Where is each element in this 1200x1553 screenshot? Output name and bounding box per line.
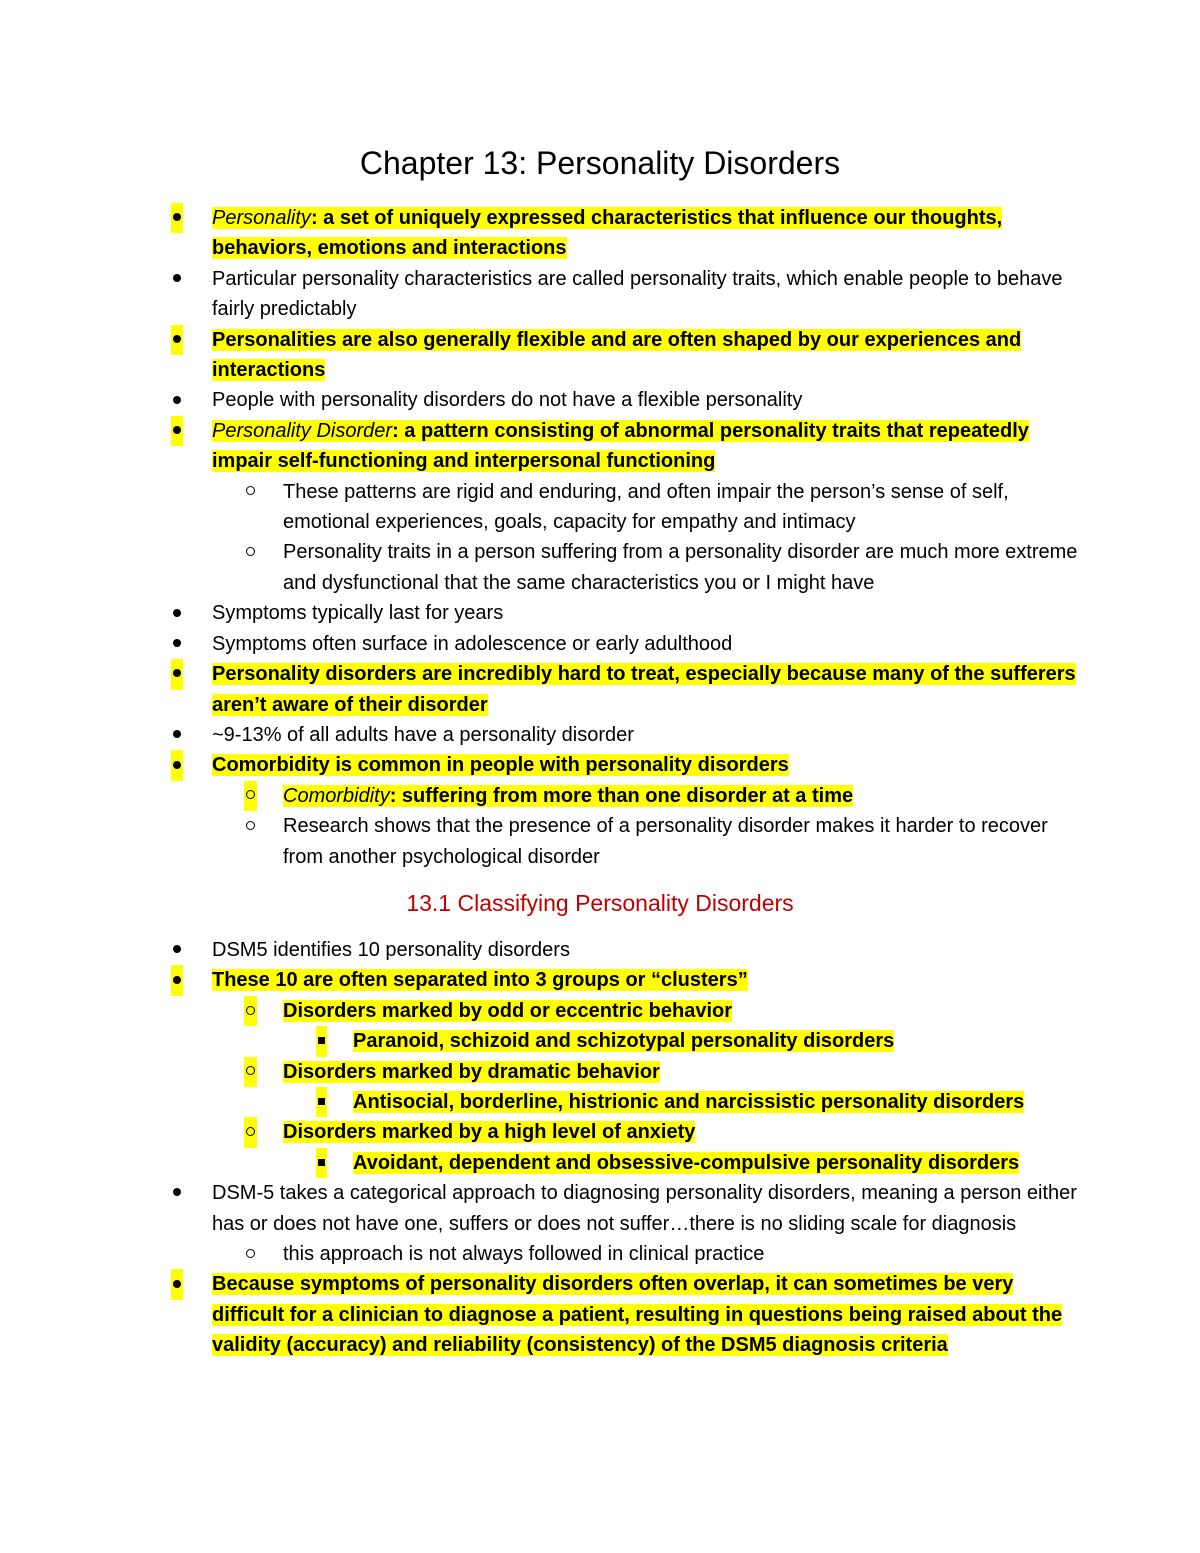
list-item <box>0 1087 1200 1117</box>
bullet-marker <box>171 416 183 446</box>
bullet-circle-icon <box>246 1006 255 1015</box>
list-item <box>0 935 1200 965</box>
list-item-text <box>212 268 1062 320</box>
bullet-marker <box>173 598 181 628</box>
bullet-marker <box>246 811 255 841</box>
notes-list-intro <box>0 203 1200 872</box>
list-item <box>0 720 1200 750</box>
list-item-text <box>283 481 1009 533</box>
list-item-text <box>353 1152 1019 1174</box>
bullet-marker <box>244 781 257 811</box>
bullet-marker <box>171 750 183 780</box>
list-item <box>0 1269 1200 1360</box>
definition-text: Antisocial, borderline, histrionic and narcissistic personality disorders <box>353 1091 1025 1114</box>
list-item-text <box>212 724 634 746</box>
definition-text: Avoidant, dependent and obsessive-compulsive personality disorders <box>353 1151 1020 1174</box>
definition-text: Personality disorders are incredibly hard to treat, especially because many of the sufferers aren’t aware of their disorder <box>212 663 1076 716</box>
bullet-circle-icon <box>246 547 255 556</box>
definition-text: : a pattern consisting of abnormal personality traits that repeatedly impair self-functioning and interpersonal functioning <box>212 419 1029 473</box>
list-item <box>0 811 1200 872</box>
list-item <box>0 629 1200 659</box>
definition-text: Research shows that the presence of a personality disorder makes it harder to recover from another psychological disorder <box>283 815 1048 868</box>
list-item <box>0 598 1200 628</box>
bullet-marker <box>171 203 183 233</box>
list-item-text <box>353 1030 894 1052</box>
list-item <box>0 781 1200 811</box>
bullet-circle-icon <box>246 1127 255 1136</box>
term: Comorbidity <box>283 784 390 807</box>
bullet-marker <box>171 659 183 689</box>
list-item <box>0 537 1200 598</box>
list-item <box>0 659 1200 720</box>
bullet-marker <box>173 1178 181 1208</box>
bullet-dot-icon <box>173 213 181 221</box>
bullet-dot-icon <box>173 274 181 282</box>
bullet-marker <box>173 629 181 659</box>
definition-text: These 10 are often separated into 3 groups or “clusters” <box>212 969 748 992</box>
bullet-marker <box>171 965 183 995</box>
bullet-dot-icon <box>173 609 181 617</box>
list-item <box>0 203 1200 264</box>
bullet-marker <box>173 385 181 415</box>
list-item-text <box>283 785 853 807</box>
bullet-marker <box>244 996 257 1026</box>
definition-text: : a set of uniquely expressed characteristics that influence our thoughts, behaviors, emotions and interactions <box>212 207 1003 260</box>
bullet-square-icon <box>318 1037 325 1044</box>
bullet-marker <box>246 477 255 507</box>
list-item-text <box>212 633 732 655</box>
bullet-dot-icon <box>173 639 181 647</box>
bullet-marker <box>316 1148 327 1178</box>
bullet-dot-icon <box>173 730 181 738</box>
bullet-dot-icon <box>173 945 181 953</box>
bullet-marker <box>244 1057 257 1087</box>
bullet-circle-icon <box>246 1249 255 1258</box>
bullet-marker <box>173 264 181 294</box>
list-item <box>0 1178 1200 1239</box>
list-item-text <box>353 1091 1024 1113</box>
bullet-marker <box>173 935 181 965</box>
definition-text: Comorbidity is common in people with personality disorders <box>212 754 789 777</box>
list-item-text <box>283 1121 695 1143</box>
definition-text: ~9-13% of all adults have a personality disorder <box>212 723 634 746</box>
list-item <box>0 477 1200 538</box>
section-heading: 13.1 Classifying Personality Disorders <box>406 890 794 916</box>
bullet-marker <box>316 1026 327 1056</box>
list-item-text <box>212 1182 1077 1234</box>
bullet-marker <box>316 1087 327 1117</box>
definition-text: Symptoms typically last for years <box>212 602 504 625</box>
list-item <box>0 385 1200 415</box>
definition-text: People with personality disorders do not have a flexible personality <box>212 389 803 412</box>
bullet-circle-icon <box>246 821 255 830</box>
list-item <box>0 965 1200 995</box>
list-item <box>0 1026 1200 1056</box>
list-item-text <box>212 389 802 411</box>
bullet-dot-icon <box>173 669 181 677</box>
list-item <box>0 996 1200 1026</box>
bullet-dot-icon <box>173 1280 181 1288</box>
list-item <box>0 1057 1200 1087</box>
bullet-marker <box>173 720 181 750</box>
list-item <box>0 264 1200 325</box>
page-title: Chapter 13: Personality Disorders <box>359 145 841 181</box>
bullet-marker <box>244 1117 257 1147</box>
definition-text: DSM-5 takes a categorical approach to diagnosing personality disorders, meaning a person either has or does not have one, suffers or does not suffer…there is no sliding scale for diagnosis <box>212 1182 1077 1235</box>
list-item-text <box>283 815 1048 867</box>
bullet-marker <box>171 325 183 355</box>
bullet-square-icon <box>318 1159 325 1166</box>
definition-text: Personalities are also generally flexible and are often shaped by our experiences and interactions <box>212 328 1022 382</box>
bullet-circle-icon <box>246 1066 255 1075</box>
definition-text: Particular personality characteristics are called personality traits, which enable people to behave fairly predictably <box>212 267 1063 321</box>
bullet-dot-icon <box>173 426 181 434</box>
definition-text: These patterns are rigid and enduring, and often impair the person’s sense of self, emotional experiences, goals, capacity for empathy and intimacy <box>283 480 1009 534</box>
list-item <box>0 325 1200 386</box>
list-item <box>0 1239 1200 1269</box>
bullet-circle-icon <box>246 486 255 495</box>
notes-list-classifying <box>0 935 1200 1361</box>
list-item-text <box>212 420 1029 472</box>
list-item <box>0 750 1200 780</box>
bullet-circle-icon <box>246 790 255 799</box>
list-item-text <box>283 541 1077 593</box>
list-item-text <box>212 1273 1062 1356</box>
definition-text: DSM5 identifies 10 personality disorders <box>212 939 570 961</box>
list-item-text <box>212 663 1076 715</box>
list-item-text <box>212 207 1002 259</box>
definition-text: Paranoid, schizoid and schizotypal personality disorders <box>353 1030 895 1053</box>
bullet-dot-icon <box>173 761 181 769</box>
bullet-dot-icon <box>173 976 181 984</box>
definition-text: this approach is not always followed in clinical practice <box>283 1243 765 1266</box>
list-item-text <box>283 1243 764 1265</box>
list-item-text <box>283 1000 732 1022</box>
definition-text: Disorders marked by odd or eccentric behavior <box>283 999 733 1022</box>
definition-text: Disorders marked by dramatic behavior <box>283 1060 660 1083</box>
list-item-text <box>212 602 503 624</box>
term: Personality Disorder <box>212 419 393 442</box>
definition-text: Symptoms often surface in adolescence or early adulthood <box>212 632 733 655</box>
definition-text: Personality traits in a person suffering from a personality disorder are much more extreme and dysfunctional that the same characteristics you or I might have <box>283 541 1078 594</box>
bullet-marker <box>171 1269 183 1299</box>
definition-text: Disorders marked by a high level of anxiety <box>283 1121 696 1144</box>
definition-text: : suffering from more than one disorder at a time <box>389 784 854 807</box>
list-item <box>0 416 1200 477</box>
list-item <box>0 1117 1200 1147</box>
list-item-text <box>212 754 789 776</box>
list-item-text <box>212 969 748 991</box>
list-item-text <box>212 939 570 961</box>
bullet-dot-icon <box>173 1188 181 1196</box>
list-item-text <box>283 1061 660 1083</box>
bullet-square-icon <box>318 1098 325 1105</box>
bullet-dot-icon <box>173 396 181 404</box>
bullet-marker <box>246 1239 255 1269</box>
definition-text: Because symptoms of personality disorders often overlap, it can sometimes be very difficult for a clinician to diagnose a patient, resulting in questions being raised about the validity (accuracy) and reliability (consistency) of the DSM5 diagnosis criteria <box>212 1273 1063 1357</box>
bullet-dot-icon <box>173 335 181 343</box>
list-item <box>0 1148 1200 1178</box>
term: Personality <box>212 207 311 229</box>
bullet-marker <box>246 537 255 567</box>
list-item-text <box>212 329 1021 381</box>
